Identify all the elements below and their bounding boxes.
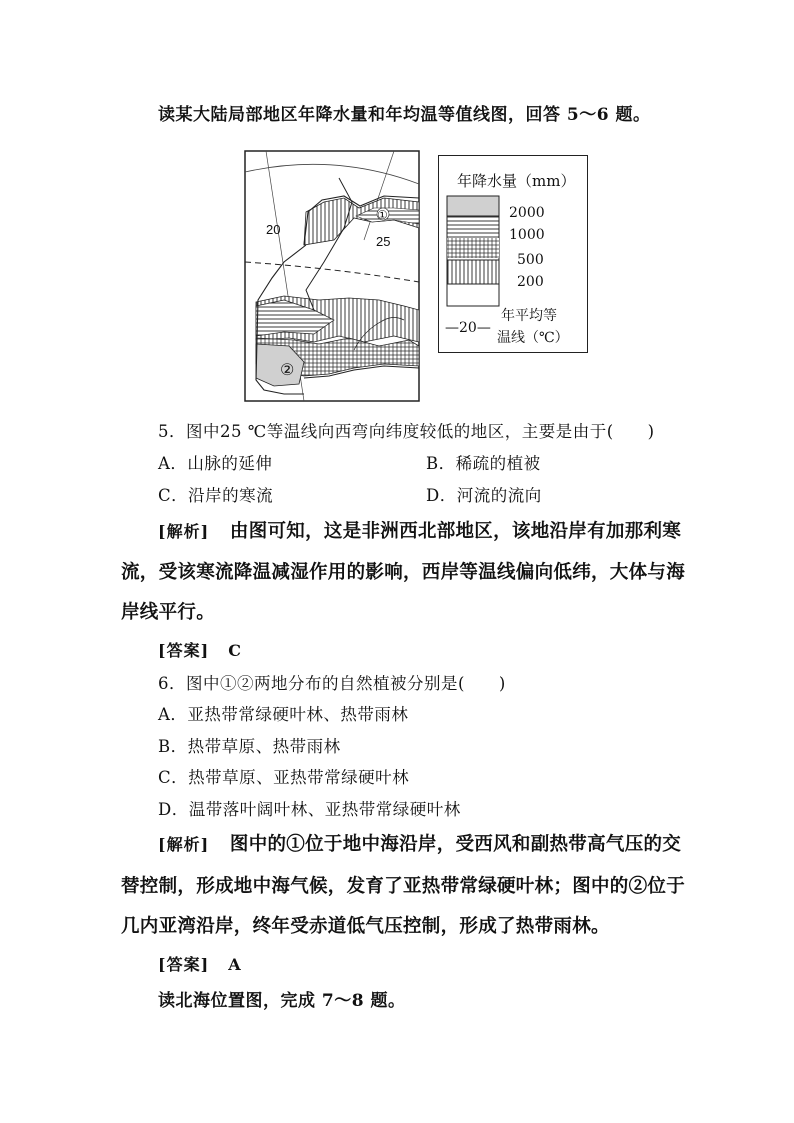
q5-analysis-tag: [解析] <box>158 522 210 541</box>
q5-analysis-text-1: 由图可知，这是非洲西北部地区，该地沿岸有加那利寒 <box>229 521 682 542</box>
q6-option-a: A．亚热带常绿硬叶林、热带雨林 <box>158 705 409 724</box>
q6-answer-line <box>158 952 241 975</box>
region-1-label: ① <box>377 208 388 222</box>
q6-analysis-line-1 <box>158 830 681 856</box>
q6-answer: A <box>228 955 241 974</box>
legend-svg <box>439 156 587 352</box>
q6-answer-tag: [答案] <box>158 955 210 974</box>
q6-stem: 6．图中①②两地分布的自然植被分别是( ) <box>158 674 506 693</box>
q5-option-a: A．山脉的延伸 <box>158 454 273 473</box>
q6-analysis-line-3: 几内亚湾沿岸，终年受赤道低气压控制，形成了热带雨林。 <box>121 916 610 937</box>
q5-answer-tag: [答案] <box>158 641 210 660</box>
legend-iso-label-1: 年平均等 <box>501 308 557 324</box>
q5-answer-line <box>158 638 241 661</box>
q6-analysis-tag: [解析] <box>158 835 210 854</box>
q6-analysis-line-2: 替控制，形成地中海气候，发育了亚热带常绿硬叶林；图中的②位于 <box>121 876 686 897</box>
q6-option-d: D．温带落叶阔叶林、亚热带常绿硬叶林 <box>158 800 461 819</box>
q5-option-c: C．沿岸的寒流 <box>158 486 274 505</box>
climate-map <box>244 150 420 406</box>
q5-answer: C <box>228 641 241 660</box>
q5-analysis-line-3: 岸线平行。 <box>121 602 216 623</box>
precipitation-legend <box>438 155 588 353</box>
legend-level-1000: 1000 <box>509 227 545 243</box>
legend-level-200: 200 <box>517 274 544 290</box>
q5-option-b: B．稀疏的植被 <box>426 454 541 473</box>
legend-title: 年降水量（mm） <box>457 172 576 190</box>
q6-option-c: C．热带草原、亚热带常绿硬叶林 <box>158 768 410 787</box>
legend-iso-label-2: 温线（℃） <box>497 330 569 346</box>
iso-25-label: 25 <box>376 234 391 249</box>
q5-option-d: D．河流的流向 <box>426 486 542 505</box>
iso-20-label: 20 <box>266 222 281 237</box>
region-2-label: ② <box>280 360 295 379</box>
q6-analysis-text-1: 图中的①位于地中海沿岸，受西风和副热带高气压的交 <box>229 834 682 855</box>
legend-iso-symbol: —20— <box>445 320 491 336</box>
legend-level-2000: 2000 <box>509 205 545 221</box>
intro-text: 读某大陆局部地区年降水量和年均温等值线图，回答 5～6 题。 <box>158 105 651 125</box>
next-intro-text: 读北海位置图，完成 7～8 题。 <box>158 991 406 1011</box>
q5-analysis-line-1 <box>158 517 681 543</box>
legend-level-500: 500 <box>517 252 544 268</box>
q6-option-b: B．热带草原、热带雨林 <box>158 737 341 756</box>
q5-stem: 5．图中25 ℃等温线向西弯向纬度较低的地区，主要是由于( ) <box>158 422 655 441</box>
map-svg <box>244 150 420 402</box>
q5-analysis-line-2: 流，受该寒流降温减湿作用的影响，西岸等温线偏向低纬，大体与海 <box>121 562 686 583</box>
